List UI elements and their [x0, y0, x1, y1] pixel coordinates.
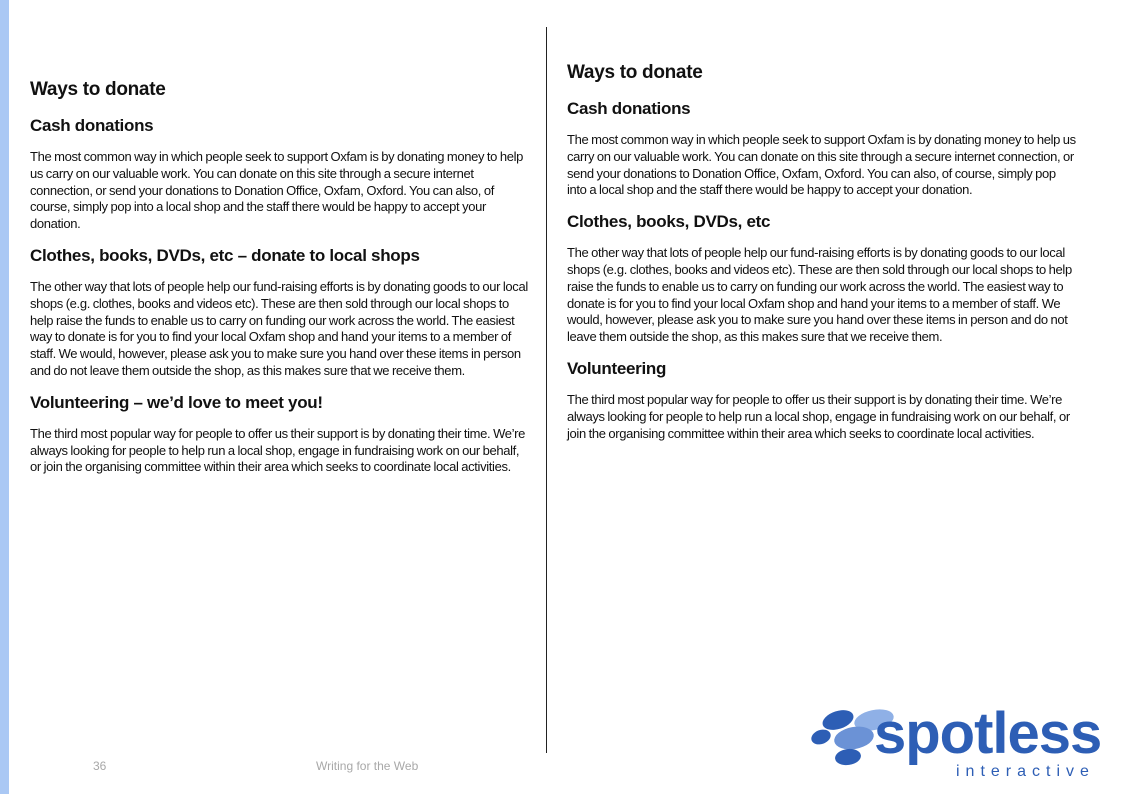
logo-subtitle: interactive [956, 763, 1095, 780]
page-number: 36 [93, 759, 107, 773]
paragraph-cash: The most common way in which people seek to support Oxfam is by donating money to help us carry on our valuable work. You can donate on this site through a secure internet connection, or send your donations to Donation Office, Oxfam, Oxford. You can also, of course, simply pop into a local shop and the staff there would be happy to accept your donation. [567, 132, 1076, 198]
logo-wordmark: spotless [874, 701, 1102, 766]
paragraph-goods: The other way that lots of people help our fund-raising efforts is by donating goods to our local shops (e.g. clothes, books and videos etc). These are then sold through our local shops to help raise the funds to enable us to carry on funding our work across the world. The easiest way to donate is for you to find your local Oxfam shop and hand your items to a member of staff. We would, however, please ask you to make sure you hand over these items in person and do not leave them outside the shop, as this makes sure that we receive them. [567, 245, 1072, 345]
section-heading-volunteering: Volunteering [567, 358, 667, 378]
page-title: Ways to donate [567, 62, 703, 83]
column-divider [546, 27, 547, 753]
section-heading-cash: Cash donations [30, 116, 154, 135]
section-heading-volunteering: Volunteering – we’d love to meet you! [30, 392, 323, 412]
page-title: Ways to donate [30, 79, 166, 100]
left-accent-bar [0, 0, 9, 794]
spotless-logo [808, 701, 1118, 786]
section-heading-goods: Clothes, books, DVDs, etc [567, 212, 771, 232]
section-heading-cash: Cash donations [567, 99, 691, 118]
paragraph-cash: The most common way in which people seek to support Oxfam is by donating money to help us carry on our valuable work. You can donate on this site through a secure internet connection, or send your donations to Donation Office, Oxfam, Oxford. You can also, of course, simply pop into a local shop and the staff there would be happy to accept your donation. [30, 149, 524, 232]
section-heading-goods: Clothes, books, DVDs, etc – donate to local shops [30, 245, 420, 265]
right-column [567, 61, 1077, 454]
footer-doc-title: Writing for the Web [316, 759, 419, 773]
paragraph-volunteering: The third most popular way for people to offer us their support is by donating their time. We’re always looking for people to help run a local shop, engage in fundraising work on our behalf, or join the organising committee within their area which seeks to coordinate local activities. [30, 425, 526, 475]
paragraph-volunteering: The third most popular way for people to offer us their support is by donating their time. We’re always looking for people to help run a local shop, engage in fundraising work on our behalf, or join the organising committee within their area which seeks to coordinate local activities. [567, 391, 1070, 441]
left-column [30, 78, 530, 488]
paragraph-goods: The other way that lots of people help our fund-raising efforts is by donating goods to our local shops (e.g. clothes, books and videos etc). These are then sold through our local shops to help raise the funds to enable us to carry on funding our work across the world. The easiest way to donate is for you to find your local Oxfam shop and hand your items to a member of staff. We would, however, please ask you to make sure you hand over these items in person and do not leave them outside the shop, as this makes sure that we receive them. [30, 278, 528, 378]
